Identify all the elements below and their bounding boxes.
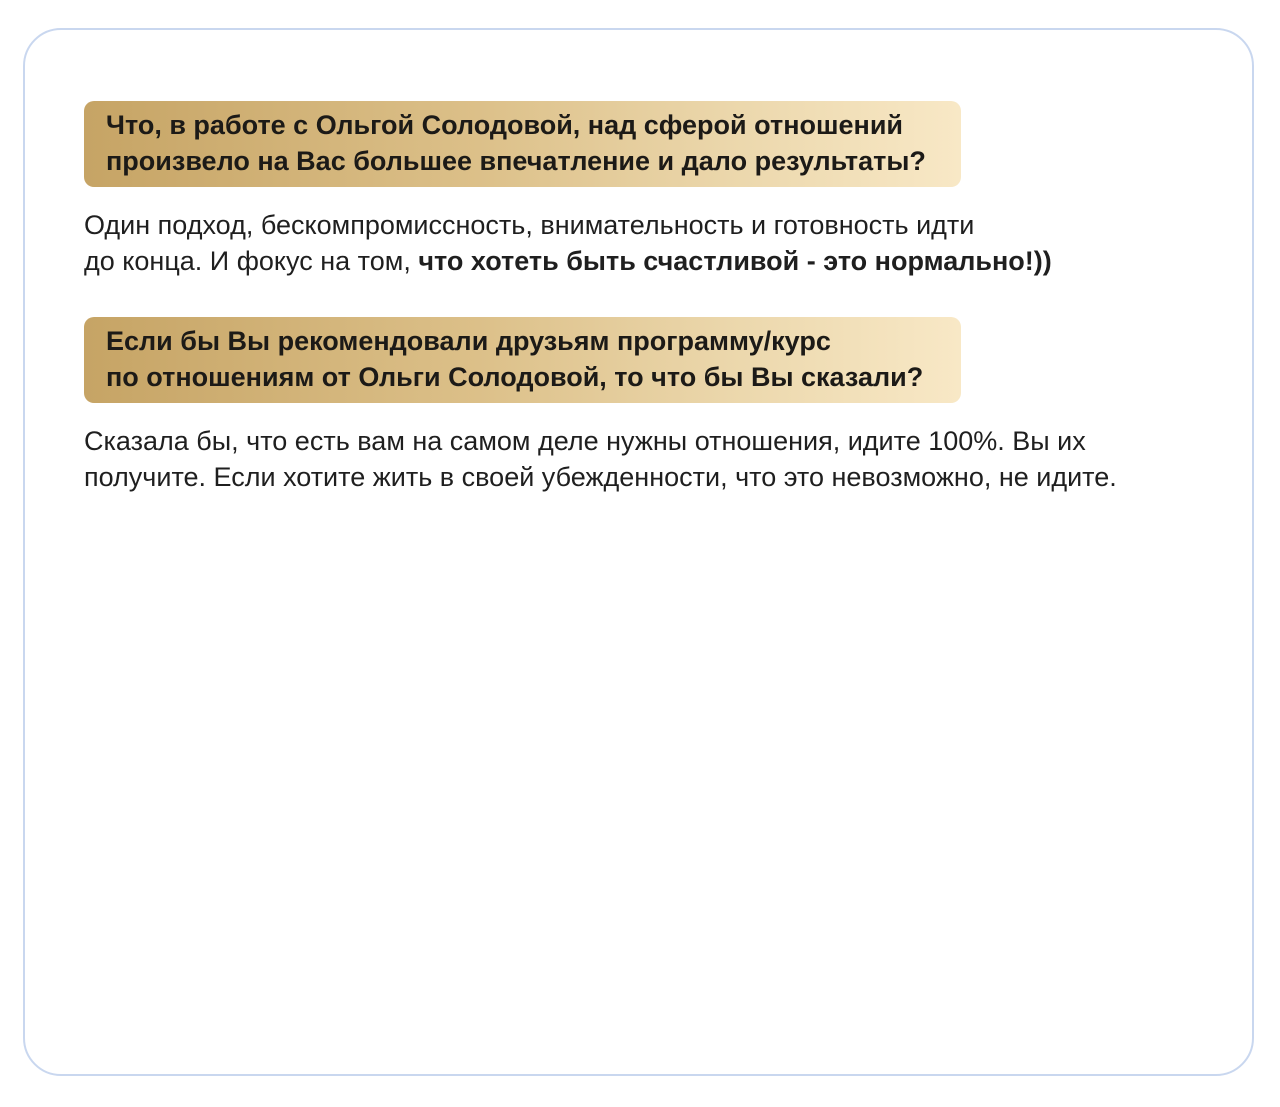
answer-2-line-1: Сказала бы, что есть вам на самом деле нужны отношения, идите 100%. Вы их	[84, 426, 1086, 456]
answer-1-line-2-regular: до конца. И фокус на том,	[84, 246, 419, 276]
answer-1-line-2-bold: что хотеть быть счастливой - это нормально!))	[418, 246, 1052, 276]
question-1-line-1: Что, в работе с Ольгой Солодовой, над сферой отношений	[106, 110, 904, 140]
question-2-line-2: по отношениям от Ольги Солодовой, то что бы Вы сказали?	[106, 362, 924, 392]
question-1-line-2: произвело на Вас большее впечатление и дало результаты?	[106, 146, 926, 176]
answer-1	[84, 207, 1224, 279]
qa-list	[84, 101, 1224, 533]
answer-1-line-1: Один подход, бескомпромиссность, внимательность и готовность идти	[84, 210, 975, 240]
question-banner-1	[84, 101, 961, 187]
question-banner-2	[84, 317, 961, 403]
qa-item-2	[84, 317, 1224, 495]
answer-2-line-2: получите. Если хотите жить в своей убежденности, что это невозможно, не идите.	[84, 462, 1117, 492]
question-2-line-1: Если бы Вы рекомендовали друзьям программу/курс	[106, 326, 831, 356]
answer-1-line-2	[84, 243, 1224, 279]
qa-item-1	[84, 101, 1224, 279]
answer-2	[84, 423, 1224, 495]
